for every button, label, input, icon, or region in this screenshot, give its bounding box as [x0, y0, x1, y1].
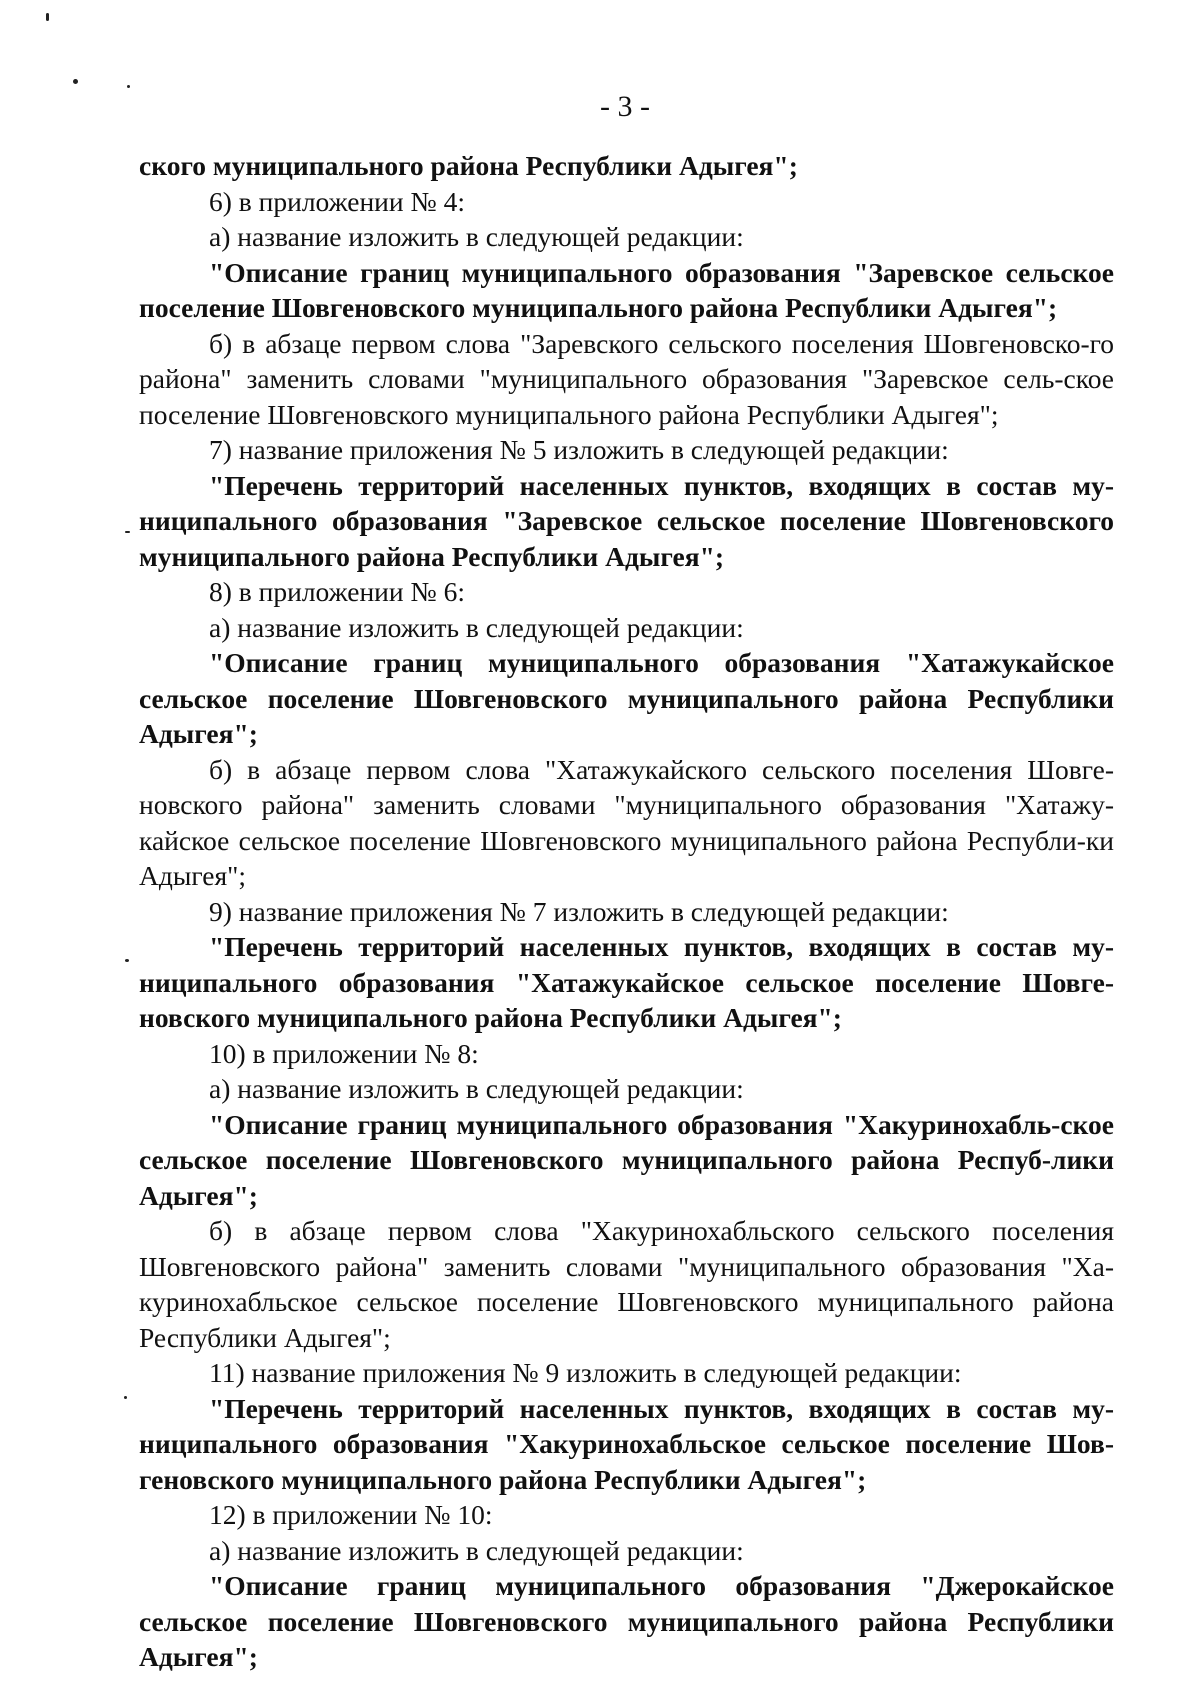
scan-speck — [125, 959, 129, 962]
paragraph: "Описание границ муниципального образования "Джерокайское сельское поселение Шовгеновского муниципального района Республики Адыгея"; — [139, 1570, 1114, 1672]
scan-speck — [46, 13, 49, 21]
paragraph: 12) в приложении № 10: — [209, 1499, 493, 1530]
paragraph: 8) в приложении № 6: — [209, 576, 465, 607]
scan-speck — [124, 1396, 127, 1399]
paragraph: "Перечень территорий населенных пунктов, входящих в состав му-ниципального образования "Хакуринохабльское сельское поселение Шов-геновского муниципального района Республики Адыгея"; — [139, 1392, 1114, 1495]
paragraph: "Перечень территорий населенных пунктов, входящих в состав му-ниципального образования "Заревское сельское поселение Шовгеновского муниципального района Республики Адыгея"; — [139, 469, 1114, 572]
paragraph: 11) название приложения № 9 изложить в следующей редакции: — [209, 1357, 962, 1388]
paragraph: 9) название приложения № 7 изложить в следующей редакции: — [209, 895, 949, 927]
paragraph: "Описание границ муниципального образования "Хакуринохабль-ское сельское поселение Шовгеновского муниципального района Респуб-лики Адыгея"; — [139, 1108, 1114, 1211]
paragraph: ского муниципального района Республики Адыгея"; — [139, 150, 798, 181]
scan-speck — [125, 531, 130, 533]
paragraph: а) название изложить в следующей редакции: — [209, 221, 744, 252]
paragraph: б) в абзаце первом слова "Хатажукайского сельского поселения Шовге-новского района" заменить словами "муниципального образования "Хатажу-кайское сельское поселение Шовгеновского муниципального района Республи-ки Адыгея"; — [139, 753, 1114, 891]
page-number: - 3 - — [600, 90, 650, 123]
paragraph: 10) в приложении № 8: — [209, 1037, 479, 1069]
paragraph: 7) название приложения № 5 изложить в следующей редакции: — [209, 434, 949, 465]
paragraph: "Описание границ муниципального образования "Заревское сельское поселение Шовгеновского муниципального района Республики Адыгея"; — [139, 256, 1114, 323]
paragraph: б) в абзаце первом слова "Заревского сельского поселения Шовгеновско-го района" заменить словами "муниципального образования "Заревское сель-ское поселение Шовгеновского муниципального района Республики Адыгея"; — [139, 327, 1114, 430]
paragraph: б) в абзаце первом слова "Хакуринохабльского сельского поселения Шовгеновского района" заменить словами "муниципального образования "Ха-куринохабльское сельское поселение Шовгеновского муниципального района Республики Адыгея"; — [139, 1215, 1114, 1353]
scan-speck — [127, 85, 130, 88]
paragraph: а) название изложить в следующей редакции: — [209, 1534, 744, 1566]
paragraph: 6) в приложении № 4: — [209, 185, 465, 217]
document-body — [139, 148, 1114, 1675]
paragraph: "Перечень территорий населенных пунктов, входящих в состав му-ниципального образования "Хатажукайское сельское поселение Шовге-новского муниципального района Республики Адыгея"; — [139, 931, 1114, 1033]
paragraph: "Описание границ муниципального образования "Хатажукайское сельское поселение Шовгеновского муниципального района Республики Адыгея"; — [139, 647, 1114, 749]
paragraph: а) название изложить в следующей редакции: — [209, 611, 744, 643]
scan-speck — [73, 79, 78, 84]
paragraph: а) название изложить в следующей редакции: — [209, 1073, 744, 1104]
